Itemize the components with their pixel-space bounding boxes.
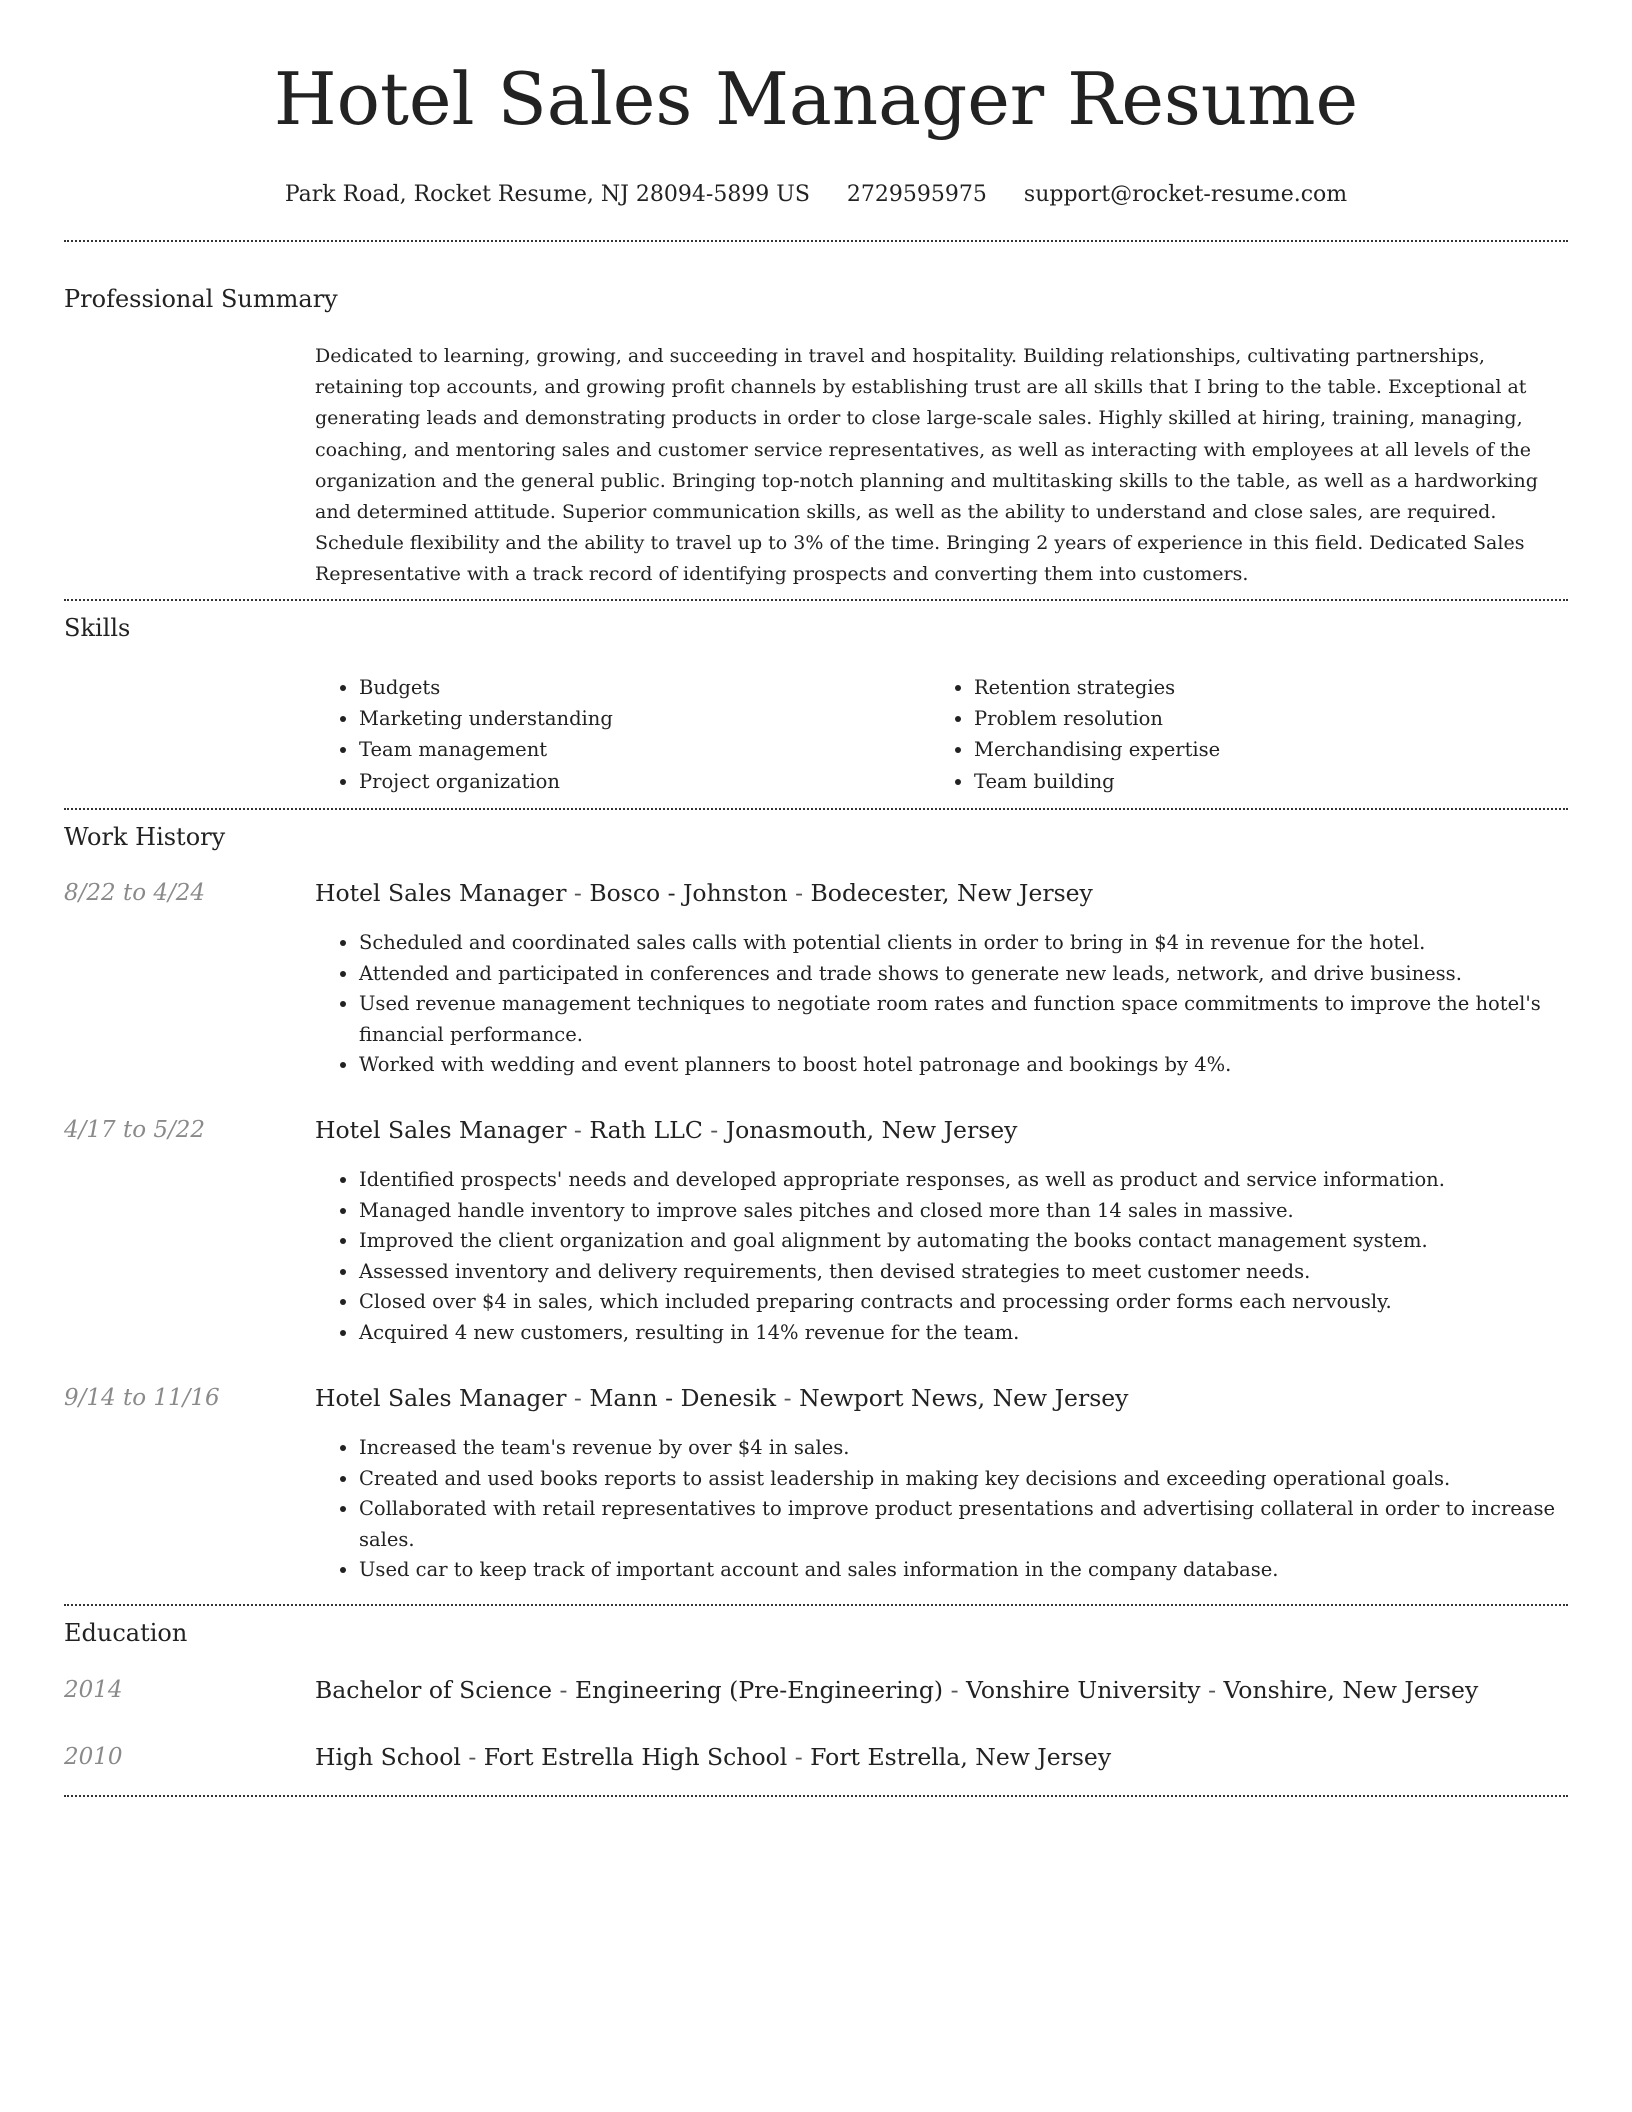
- job-company: Rath LLC: [589, 1116, 703, 1144]
- job-heading: Hotel Sales Manager - Rath LLC - Jonasmouth, New Jersey: [315, 1116, 1018, 1144]
- skills-column-left: [315, 672, 930, 797]
- divider: [64, 599, 1568, 601]
- skill-item: • Merchandising expertise: [974, 734, 1545, 765]
- job-bullet: • Scheduled and coordinated sales calls with potential clients in order to bring in $4 in revenue for the hotel.: [359, 928, 1568, 959]
- job-role: Hotel Sales Manager: [315, 879, 567, 907]
- summary-text: Dedicated to learning, growing, and succeeding in travel and hospitality. Building relationships, cultivating partnerships, retaining top accounts, and growing profit channels by establishing trust are all skills that I bring to the table. Exceptional at generating leads and demonstrating products in order to close large-scale sales. Highly skilled at hiring, training, managing, coaching, and mentoring sales and customer service representatives, as well as interacting with employees at all levels of the organization and the general public. Bringing top-notch planning and multitasking skills to the table, as well as a hardworking and determined attitude. Superior communication skills, as well as the ability to understand and close sales, are required. Schedule flexibility and the ability to travel up to 3% of the time. Bringing 2 years of experience in this field. Dedicated Sales Representative with a track record of identifying prospects and converting them into customers.: [315, 345, 1538, 586]
- job-bullets: [315, 1433, 1568, 1586]
- job-location: Bodecester, New Jersey: [810, 879, 1093, 907]
- education-school: Vonshire University: [966, 1676, 1201, 1704]
- job-bullets: [315, 1165, 1568, 1348]
- job-bullet: • Closed over $4 in sales, which included preparing contracts and processing order forms each nervously.: [359, 1287, 1568, 1318]
- education-degree: High School: [315, 1743, 461, 1771]
- divider: [64, 808, 1568, 810]
- job-bullet: • Increased the team's revenue by over $4 in sales.: [359, 1433, 1568, 1464]
- job-bullet: • Assessed inventory and delivery requirements, then devised strategies to meet customer needs.: [359, 1257, 1568, 1288]
- job-bullet: • Collaborated with retail representatives to improve product presentations and advertising collateral in order to increase sales.: [359, 1494, 1568, 1555]
- job-bullet: • Created and used books reports to assist leadership in making key decisions and exceeding operational goals.: [359, 1464, 1568, 1495]
- education-year: 2010: [64, 1744, 123, 1770]
- divider: [64, 1604, 1568, 1606]
- job-dates: 4/17 to 5/22: [64, 1117, 206, 1143]
- contact-email: support@rocket-resume.com: [1023, 182, 1348, 207]
- divider: [64, 240, 1568, 242]
- section-title-education: Education: [64, 1619, 188, 1647]
- job-role: Hotel Sales Manager: [315, 1384, 567, 1412]
- job-bullet: • Used car to keep track of important account and sales information in the company database.: [359, 1555, 1568, 1586]
- contact-line: [0, 180, 1632, 210]
- job-bullet: • Identified prospects' needs and developed appropriate responses, as well as product and service information.: [359, 1165, 1568, 1196]
- job-bullet: • Used revenue management techniques to negotiate room rates and function space commitments to improve the hotel's financial performance.: [359, 989, 1568, 1050]
- resume-header: [0, 54, 1632, 210]
- education-heading: Bachelor of Science - Engineering (Pre-Engineering) - Vonshire University - Vonshire, New Jersey: [315, 1676, 1479, 1704]
- education-school: Fort Estrella High School: [483, 1743, 788, 1771]
- education-location: Fort Estrella, New Jersey: [810, 1743, 1112, 1771]
- education-degree: Bachelor of Science: [315, 1676, 553, 1704]
- skill-item: • Retention strategies: [974, 672, 1545, 703]
- skill-item: • Budgets: [359, 672, 930, 703]
- contact-phone: 2729595975: [846, 182, 987, 207]
- skills-list: [315, 672, 1568, 797]
- job-bullet: • Worked with wedding and event planners to boost hotel patronage and bookings by 4%.: [359, 1050, 1568, 1081]
- education-location: Vonshire, New Jersey: [1223, 1676, 1479, 1704]
- education-heading: High School - Fort Estrella High School - Fort Estrella, New Jersey: [315, 1743, 1112, 1771]
- skill-item: • Team management: [359, 734, 930, 765]
- education-field: Engineering (Pre-Engineering): [574, 1676, 944, 1704]
- resume-title: Hotel Sales Manager Resume: [273, 57, 1359, 141]
- divider: [64, 1795, 1568, 1797]
- job-dates: 9/14 to 11/16: [64, 1385, 220, 1411]
- section-title-work: Work History: [64, 823, 226, 851]
- job-bullet: • Acquired 4 new customers, resulting in 14% revenue for the team.: [359, 1318, 1568, 1349]
- job-role: Hotel Sales Manager: [315, 1116, 567, 1144]
- job-location: Jonasmouth, New Jersey: [725, 1116, 1018, 1144]
- contact-address: Park Road, Rocket Resume, NJ 28094-5899 US: [284, 182, 810, 207]
- job-location: Newport News, New Jersey: [799, 1384, 1129, 1412]
- section-title-summary: Professional Summary: [64, 285, 338, 313]
- job-company: Mann - Denesik: [589, 1384, 777, 1412]
- skill-item: • Marketing understanding: [359, 703, 930, 734]
- job-company: Bosco - Johnston: [589, 879, 788, 907]
- section-title-skills: Skills: [64, 614, 131, 642]
- skill-item: • Team building: [974, 766, 1545, 797]
- job-heading: Hotel Sales Manager - Mann - Denesik - Newport News, New Jersey: [315, 1384, 1129, 1412]
- job-bullets: [315, 928, 1568, 1081]
- job-bullet: • Managed handle inventory to improve sales pitches and closed more than 14 sales in massive.: [359, 1196, 1568, 1227]
- skills-column-right: [930, 672, 1545, 797]
- job-heading: Hotel Sales Manager - Bosco - Johnston - Bodecester, New Jersey: [315, 879, 1093, 907]
- job-bullet: • Improved the client organization and goal alignment by automating the books contact management system.: [359, 1226, 1568, 1257]
- job-bullet: • Attended and participated in conferences and trade shows to generate new leads, network, and drive business.: [359, 959, 1568, 990]
- job-dates: 8/22 to 4/24: [64, 880, 206, 906]
- skill-item: • Problem resolution: [974, 703, 1545, 734]
- skill-item: • Project organization: [359, 766, 930, 797]
- education-year: 2014: [64, 1677, 123, 1703]
